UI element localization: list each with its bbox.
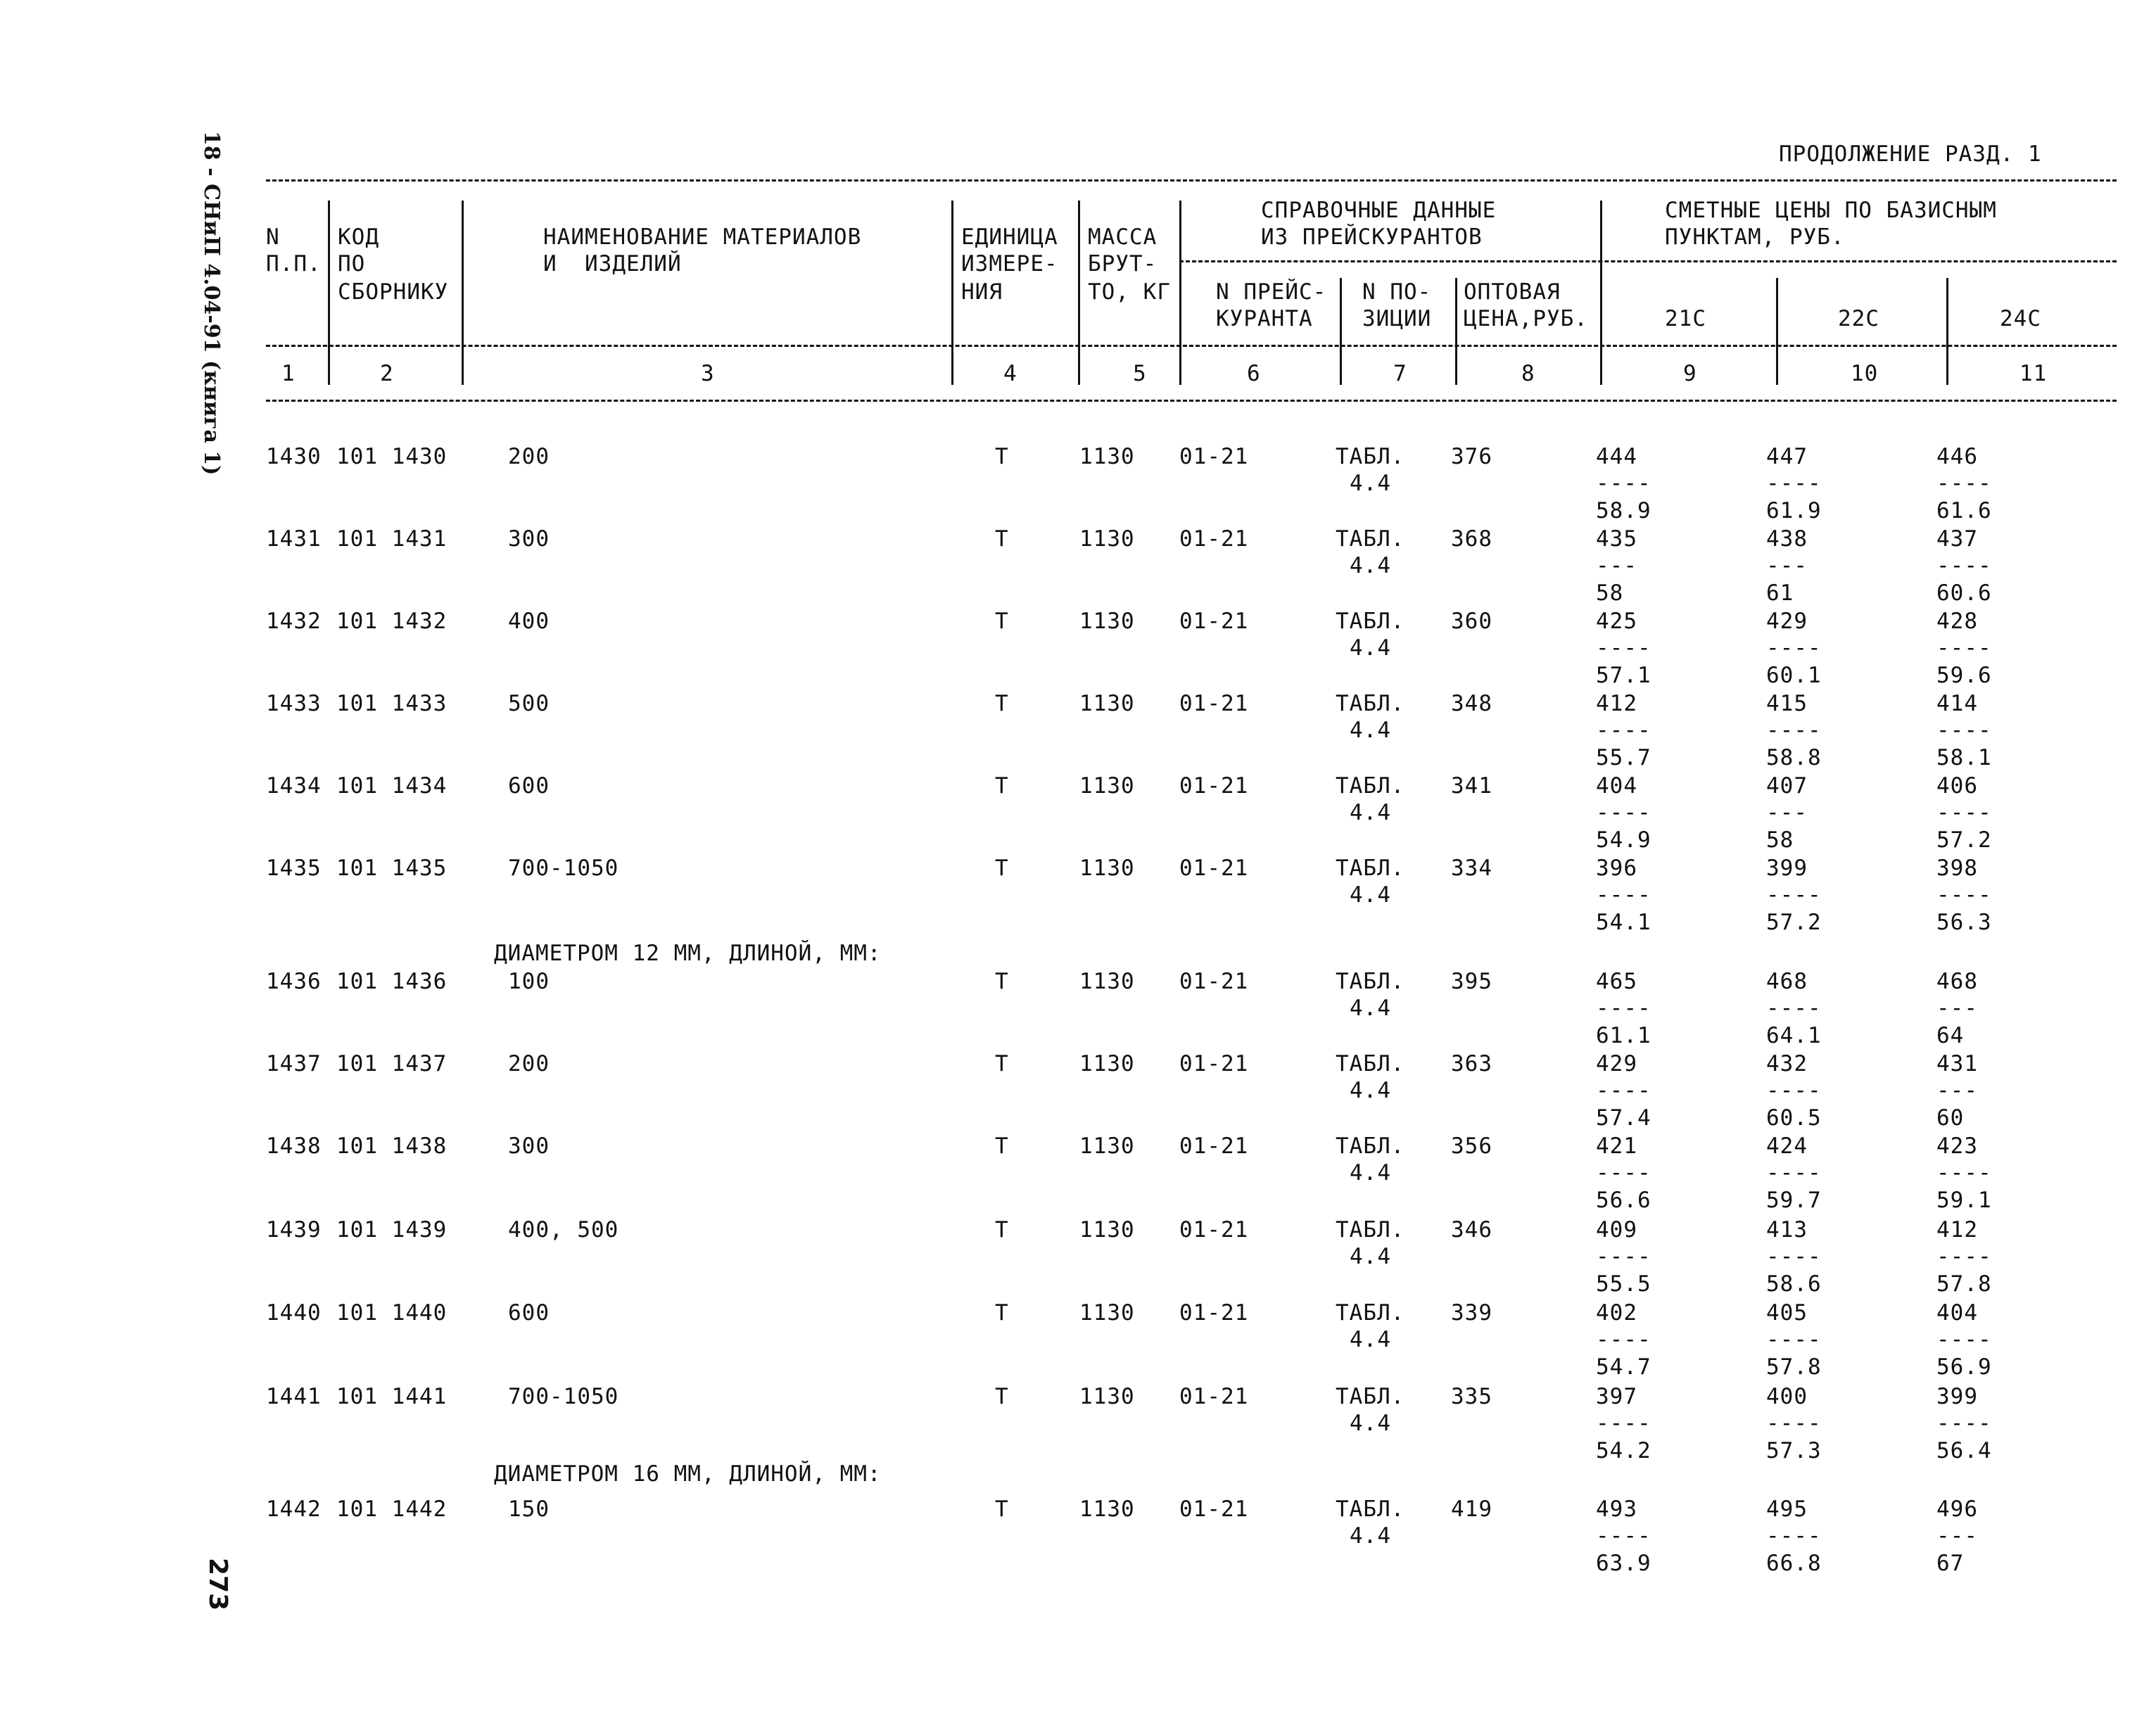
cell-pos1: ТАБЛ. (1336, 691, 1405, 716)
cell-price: 376 (1451, 444, 1492, 469)
vsep-9 (1776, 278, 1778, 385)
colnum-8: 8 (1521, 361, 1535, 386)
cell-code: 101 1433 (336, 691, 448, 716)
cell-unit: Т (995, 1217, 1009, 1243)
cell-q24: 60 (1936, 1105, 1965, 1131)
cell-pos2: 4.4 (1350, 635, 1391, 661)
cell-p21: 402 (1596, 1300, 1637, 1326)
colnum-11: 11 (2019, 361, 2048, 386)
header-top-rule (266, 179, 2117, 182)
cell-p21: 421 (1596, 1133, 1637, 1159)
cell-name: 600 (508, 1300, 550, 1326)
cell-d21: ---- (1596, 635, 1651, 661)
cell-d24: ---- (1936, 471, 1992, 496)
hdr-col6-a: N ПРЕЙС- (1216, 279, 1327, 305)
cell-pk: 01-21 (1179, 444, 1249, 469)
cell-pk: 01-21 (1179, 609, 1249, 634)
cell-code: 101 1439 (336, 1217, 448, 1243)
cell-d22: ---- (1766, 1078, 1822, 1103)
hdr-ref-group-b: ИЗ ПРЕЙСКУРАНТОВ (1261, 224, 1483, 250)
cell-n: 1438 (266, 1133, 322, 1159)
cell-unit: Т (995, 444, 1009, 469)
cell-p24: 398 (1936, 856, 1978, 881)
hdr-col10: 22С (1838, 306, 1879, 331)
hdr-col2-b: ПО (338, 251, 366, 277)
cell-price: 360 (1451, 609, 1492, 634)
cell-name: 200 (508, 1051, 550, 1076)
cell-d21: --- (1596, 553, 1637, 578)
cell-q24: 59.1 (1936, 1188, 1992, 1213)
continuation-label: ПРОДОЛЖЕНИЕ РАЗД. 1 (1779, 141, 2042, 167)
header-bottom-rule (266, 400, 2117, 402)
cell-d22: --- (1766, 800, 1808, 825)
cell-pk: 01-21 (1179, 526, 1249, 552)
cell-n: 1442 (266, 1497, 322, 1522)
cell-d22: ---- (1766, 718, 1822, 743)
header-mid-rule (266, 345, 2117, 347)
cell-unit: Т (995, 1497, 1009, 1522)
cell-q22: 66.8 (1766, 1551, 1822, 1576)
cell-p22: 438 (1766, 526, 1808, 552)
cell-n: 1430 (266, 444, 322, 469)
cell-code: 101 1442 (336, 1497, 448, 1522)
cell-q21: 58 (1596, 580, 1624, 606)
cell-d24: --- (1936, 996, 1978, 1021)
hdr-ref-group-a: СПРАВОЧНЫЕ ДАННЫЕ (1261, 198, 1497, 223)
cell-mass: 1130 (1079, 1133, 1135, 1159)
cell-name: 300 (508, 526, 550, 552)
colnum-3: 3 (701, 361, 715, 386)
cell-code: 101 1435 (336, 856, 448, 881)
cell-unit: Т (995, 969, 1009, 994)
cell-pos2: 4.4 (1350, 718, 1391, 743)
cell-pos2: 4.4 (1350, 882, 1391, 908)
cell-code: 101 1437 (336, 1051, 448, 1076)
hdr-col4-a: ЕДИНИЦА (961, 224, 1058, 250)
cell-name: 400 (508, 609, 550, 634)
cell-q21: 57.1 (1596, 663, 1651, 688)
cell-pk: 01-21 (1179, 773, 1249, 799)
cell-price: 339 (1451, 1300, 1492, 1326)
cell-mass: 1130 (1079, 691, 1135, 716)
hdr-col5-a: МАССА (1088, 224, 1158, 250)
cell-pos1: ТАБЛ. (1336, 969, 1405, 994)
cell-p24: 423 (1936, 1133, 1978, 1159)
cell-q24: 58.1 (1936, 745, 1992, 770)
cell-pk: 01-21 (1179, 1497, 1249, 1522)
cell-p22: 447 (1766, 444, 1808, 469)
cell-p24: 437 (1936, 526, 1978, 552)
vsep-4 (1078, 201, 1080, 385)
page-number: 273 (203, 1558, 232, 1611)
hdr-col2-c: СБОРНИКУ (338, 279, 449, 305)
cell-pos1: ТАБЛ. (1336, 1217, 1405, 1243)
cell-q22: 59.7 (1766, 1188, 1822, 1213)
cell-price: 341 (1451, 773, 1492, 799)
cell-price: 334 (1451, 856, 1492, 881)
cell-unit: Т (995, 526, 1009, 552)
cell-n: 1436 (266, 969, 322, 994)
cell-d21: ---- (1596, 471, 1651, 496)
cell-d21: ---- (1596, 882, 1651, 908)
cell-name: 300 (508, 1133, 550, 1159)
colnum-10: 10 (1851, 361, 1879, 386)
cell-p24: 468 (1936, 969, 1978, 994)
cell-p24: 431 (1936, 1051, 1978, 1076)
colnum-7: 7 (1393, 361, 1407, 386)
cell-p21: 444 (1596, 444, 1637, 469)
cell-code: 101 1440 (336, 1300, 448, 1326)
cell-d24: ---- (1936, 553, 1992, 578)
cell-p21: 396 (1596, 856, 1637, 881)
cell-pos1: ТАБЛ. (1336, 773, 1405, 799)
cell-p24: 412 (1936, 1217, 1978, 1243)
cell-p24: 496 (1936, 1497, 1978, 1522)
cell-q21: 54.1 (1596, 910, 1651, 935)
cell-pos2: 4.4 (1350, 1523, 1391, 1549)
cell-d21: ---- (1596, 996, 1651, 1021)
cell-p21: 435 (1596, 526, 1637, 552)
cell-price: 395 (1451, 969, 1492, 994)
colnum-1: 1 (281, 361, 296, 386)
hdr-col9: 21С (1665, 306, 1706, 331)
cell-pos1: ТАБЛ. (1336, 609, 1405, 634)
subheading-d12: ДИАМЕТРОМ 12 ММ, ДЛИНОЙ, ММ: (494, 941, 882, 966)
cell-q24: 56.3 (1936, 910, 1992, 935)
cell-pk: 01-21 (1179, 1300, 1249, 1326)
hdr-col4-b: ИЗМЕРЕ- (961, 251, 1058, 277)
side-label: 18 - СНиП 4.04-91 (книга 1) (199, 131, 224, 476)
cell-q24: 59.6 (1936, 663, 1992, 688)
cell-d21: ---- (1596, 1244, 1651, 1269)
cell-price: 348 (1451, 691, 1492, 716)
vsep-6 (1340, 278, 1342, 385)
cell-pk: 01-21 (1179, 969, 1249, 994)
hdr-col8-a: ОПТОВАЯ (1464, 279, 1561, 305)
cell-code: 101 1430 (336, 444, 448, 469)
cell-unit: Т (995, 1300, 1009, 1326)
cell-d24: ---- (1936, 1327, 1992, 1352)
cell-q21: 57.4 (1596, 1105, 1651, 1131)
colnum-9: 9 (1683, 361, 1697, 386)
cell-q21: 54.9 (1596, 827, 1651, 853)
cell-q24: 60.6 (1936, 580, 1992, 606)
cell-pk: 01-21 (1179, 856, 1249, 881)
cell-d21: ---- (1596, 718, 1651, 743)
hdr-price-group-a: СМЕТНЫЕ ЦЕНЫ ПО БАЗИСНЫМ (1665, 198, 1997, 223)
cell-code: 101 1441 (336, 1384, 448, 1409)
cell-q22: 58.6 (1766, 1271, 1822, 1297)
cell-q22: 61 (1766, 580, 1794, 606)
cell-d22: ---- (1766, 1160, 1822, 1186)
cell-d24: ---- (1936, 882, 1992, 908)
cell-p22: 432 (1766, 1051, 1808, 1076)
hdr-col11: 24С (2000, 306, 2041, 331)
cell-p21: 465 (1596, 969, 1637, 994)
cell-d24: ---- (1936, 1160, 1992, 1186)
cell-n: 1434 (266, 773, 322, 799)
cell-name: 700-1050 (508, 1384, 619, 1409)
cell-pk: 01-21 (1179, 1217, 1249, 1243)
cell-q21: 61.1 (1596, 1023, 1651, 1048)
cell-d24: ---- (1936, 800, 1992, 825)
cell-p22: 405 (1766, 1300, 1808, 1326)
vsep-5 (1179, 201, 1181, 385)
cell-mass: 1130 (1079, 773, 1135, 799)
colnum-6: 6 (1247, 361, 1261, 386)
cell-q24: 61.6 (1936, 498, 1992, 523)
cell-p21: 409 (1596, 1217, 1637, 1243)
cell-q22: 60.5 (1766, 1105, 1822, 1131)
cell-p21: 429 (1596, 1051, 1637, 1076)
cell-mass: 1130 (1079, 856, 1135, 881)
cell-pos2: 4.4 (1350, 1411, 1391, 1436)
hdr-col5-b: БРУТ- (1088, 251, 1158, 277)
cell-price: 419 (1451, 1497, 1492, 1522)
cell-unit: Т (995, 1133, 1009, 1159)
cell-pk: 01-21 (1179, 691, 1249, 716)
vsep-7 (1455, 278, 1457, 385)
colnum-2: 2 (380, 361, 394, 386)
cell-d22: ---- (1766, 1411, 1822, 1436)
cell-d22: ---- (1766, 882, 1822, 908)
cell-d22: ---- (1766, 1244, 1822, 1269)
cell-q22: 58 (1766, 827, 1794, 853)
cell-d22: ---- (1766, 996, 1822, 1021)
cell-pos1: ТАБЛ. (1336, 1497, 1405, 1522)
cell-name: 200 (508, 444, 550, 469)
cell-p24: 399 (1936, 1384, 1978, 1409)
cell-price: 356 (1451, 1133, 1492, 1159)
hdr-col8-b: ЦЕНА,РУБ. (1464, 306, 1588, 331)
cell-pos2: 4.4 (1350, 1244, 1391, 1269)
cell-q21: 56.6 (1596, 1188, 1651, 1213)
cell-unit: Т (995, 691, 1009, 716)
cell-q22: 57.8 (1766, 1354, 1822, 1380)
cell-d24: ---- (1936, 1411, 1992, 1436)
cell-price: 368 (1451, 526, 1492, 552)
vsep-1 (328, 201, 330, 385)
cell-pos1: ТАБЛ. (1336, 1133, 1405, 1159)
cell-mass: 1130 (1079, 969, 1135, 994)
cell-unit: Т (995, 609, 1009, 634)
hdr-col3-b: И ИЗДЕЛИЙ (543, 251, 682, 277)
cell-pos1: ТАБЛ. (1336, 1300, 1405, 1326)
vsep-2 (462, 201, 464, 385)
cell-code: 101 1431 (336, 526, 448, 552)
cell-mass: 1130 (1079, 444, 1135, 469)
hdr-col7-a: N ПО- (1362, 279, 1432, 305)
colnum-5: 5 (1133, 361, 1147, 386)
cell-unit: Т (995, 1051, 1009, 1076)
cell-q22: 61.9 (1766, 498, 1822, 523)
cell-mass: 1130 (1079, 1300, 1135, 1326)
cell-p22: 424 (1766, 1133, 1808, 1159)
cell-n: 1441 (266, 1384, 322, 1409)
cell-q22: 64.1 (1766, 1023, 1822, 1048)
cell-code: 101 1434 (336, 773, 448, 799)
hdr-col1-b: П.П. (266, 251, 322, 277)
cell-p22: 407 (1766, 773, 1808, 799)
cell-name: 100 (508, 969, 550, 994)
cell-pos2: 4.4 (1350, 800, 1391, 825)
cell-mass: 1130 (1079, 1497, 1135, 1522)
cell-pos2: 4.4 (1350, 996, 1391, 1021)
cell-d22: ---- (1766, 471, 1822, 496)
cell-p22: 429 (1766, 609, 1808, 634)
cell-p24: 428 (1936, 609, 1978, 634)
cell-n: 1435 (266, 856, 322, 881)
cell-name: 700-1050 (508, 856, 619, 881)
cell-q24: 64 (1936, 1023, 1965, 1048)
cell-p24: 414 (1936, 691, 1978, 716)
cell-d21: ---- (1596, 1160, 1651, 1186)
cell-mass: 1130 (1079, 1051, 1135, 1076)
cell-d22: ---- (1766, 635, 1822, 661)
cell-price: 335 (1451, 1384, 1492, 1409)
cell-p22: 468 (1766, 969, 1808, 994)
cell-mass: 1130 (1079, 1217, 1135, 1243)
cell-p24: 406 (1936, 773, 1978, 799)
cell-d22: ---- (1766, 1327, 1822, 1352)
cell-q21: 55.5 (1596, 1271, 1651, 1297)
cell-name: 600 (508, 773, 550, 799)
cell-n: 1437 (266, 1051, 322, 1076)
cell-d21: ---- (1596, 1411, 1651, 1436)
cell-d24: ---- (1936, 635, 1992, 661)
cell-price: 346 (1451, 1217, 1492, 1243)
cell-mass: 1130 (1079, 1384, 1135, 1409)
cell-p22: 495 (1766, 1497, 1808, 1522)
cell-name: 400, 500 (508, 1217, 619, 1243)
cell-d21: ---- (1596, 1327, 1651, 1352)
cell-code: 101 1436 (336, 969, 448, 994)
cell-p21: 397 (1596, 1384, 1637, 1409)
hdr-col1-a: N (266, 224, 280, 250)
cell-pk: 01-21 (1179, 1133, 1249, 1159)
cell-unit: Т (995, 856, 1009, 881)
cell-d24: --- (1936, 1078, 1978, 1103)
cell-q21: 54.7 (1596, 1354, 1651, 1380)
cell-p21: 425 (1596, 609, 1637, 634)
cell-name: 500 (508, 691, 550, 716)
header-group-rule (1179, 260, 2117, 262)
cell-pos1: ТАБЛ. (1336, 526, 1405, 552)
cell-pos2: 4.4 (1350, 471, 1391, 496)
cell-p21: 404 (1596, 773, 1637, 799)
cell-name: 150 (508, 1497, 550, 1522)
cell-q22: 58.8 (1766, 745, 1822, 770)
hdr-col3-a: НАИМЕНОВАНИЕ МАТЕРИАЛОВ (543, 224, 862, 250)
vsep-10 (1946, 278, 1948, 385)
cell-p24: 446 (1936, 444, 1978, 469)
cell-q24: 67 (1936, 1551, 1965, 1576)
cell-q24: 56.4 (1936, 1438, 1992, 1463)
subheading-d16: ДИАМЕТРОМ 16 ММ, ДЛИНОЙ, ММ: (494, 1461, 882, 1487)
hdr-col5-c: ТО, КГ (1088, 279, 1171, 305)
cell-d24: ---- (1936, 1244, 1992, 1269)
cell-d21: ---- (1596, 1523, 1651, 1549)
cell-code: 101 1432 (336, 609, 448, 634)
hdr-col4-c: НИЯ (961, 279, 1003, 305)
cell-code: 101 1438 (336, 1133, 448, 1159)
cell-q21: 54.2 (1596, 1438, 1651, 1463)
cell-pos2: 4.4 (1350, 1078, 1391, 1103)
cell-pos1: ТАБЛ. (1336, 856, 1405, 881)
cell-q24: 56.9 (1936, 1354, 1992, 1380)
cell-d21: ---- (1596, 800, 1651, 825)
cell-q21: 63.9 (1596, 1551, 1651, 1576)
vsep-3 (951, 201, 953, 385)
cell-p22: 399 (1766, 856, 1808, 881)
cell-n: 1440 (266, 1300, 322, 1326)
cell-d24: --- (1936, 1523, 1978, 1549)
cell-n: 1431 (266, 526, 322, 552)
cell-q21: 58.9 (1596, 498, 1651, 523)
cell-p22: 413 (1766, 1217, 1808, 1243)
cell-p22: 415 (1766, 691, 1808, 716)
cell-mass: 1130 (1079, 526, 1135, 552)
cell-q24: 57.2 (1936, 827, 1992, 853)
colnum-4: 4 (1003, 361, 1017, 386)
cell-q22: 57.3 (1766, 1438, 1822, 1463)
cell-pos1: ТАБЛ. (1336, 1051, 1405, 1076)
hdr-price-group-b: ПУНКТАМ, РУБ. (1665, 224, 1845, 250)
cell-p21: 493 (1596, 1497, 1637, 1522)
vsep-8 (1600, 201, 1602, 385)
cell-d22: ---- (1766, 1523, 1822, 1549)
cell-unit: Т (995, 773, 1009, 799)
cell-n: 1432 (266, 609, 322, 634)
cell-price: 363 (1451, 1051, 1492, 1076)
hdr-col6-b: КУРАНТА (1216, 306, 1313, 331)
cell-p21: 412 (1596, 691, 1637, 716)
cell-unit: Т (995, 1384, 1009, 1409)
cell-mass: 1130 (1079, 609, 1135, 634)
hdr-col7-b: ЗИЦИИ (1362, 306, 1432, 331)
cell-pos2: 4.4 (1350, 553, 1391, 578)
cell-pos1: ТАБЛ. (1336, 1384, 1405, 1409)
cell-n: 1439 (266, 1217, 322, 1243)
cell-q22: 60.1 (1766, 663, 1822, 688)
cell-d22: --- (1766, 553, 1808, 578)
cell-pos1: ТАБЛ. (1336, 444, 1405, 469)
cell-pos2: 4.4 (1350, 1327, 1391, 1352)
cell-d24: ---- (1936, 718, 1992, 743)
cell-p24: 404 (1936, 1300, 1978, 1326)
cell-q24: 57.8 (1936, 1271, 1992, 1297)
cell-pk: 01-21 (1179, 1051, 1249, 1076)
cell-q22: 57.2 (1766, 910, 1822, 935)
cell-pk: 01-21 (1179, 1384, 1249, 1409)
cell-q21: 55.7 (1596, 745, 1651, 770)
hdr-col2-a: КОД (338, 224, 379, 250)
cell-n: 1433 (266, 691, 322, 716)
cell-p22: 400 (1766, 1384, 1808, 1409)
cell-pos2: 4.4 (1350, 1160, 1391, 1186)
cell-d21: ---- (1596, 1078, 1651, 1103)
